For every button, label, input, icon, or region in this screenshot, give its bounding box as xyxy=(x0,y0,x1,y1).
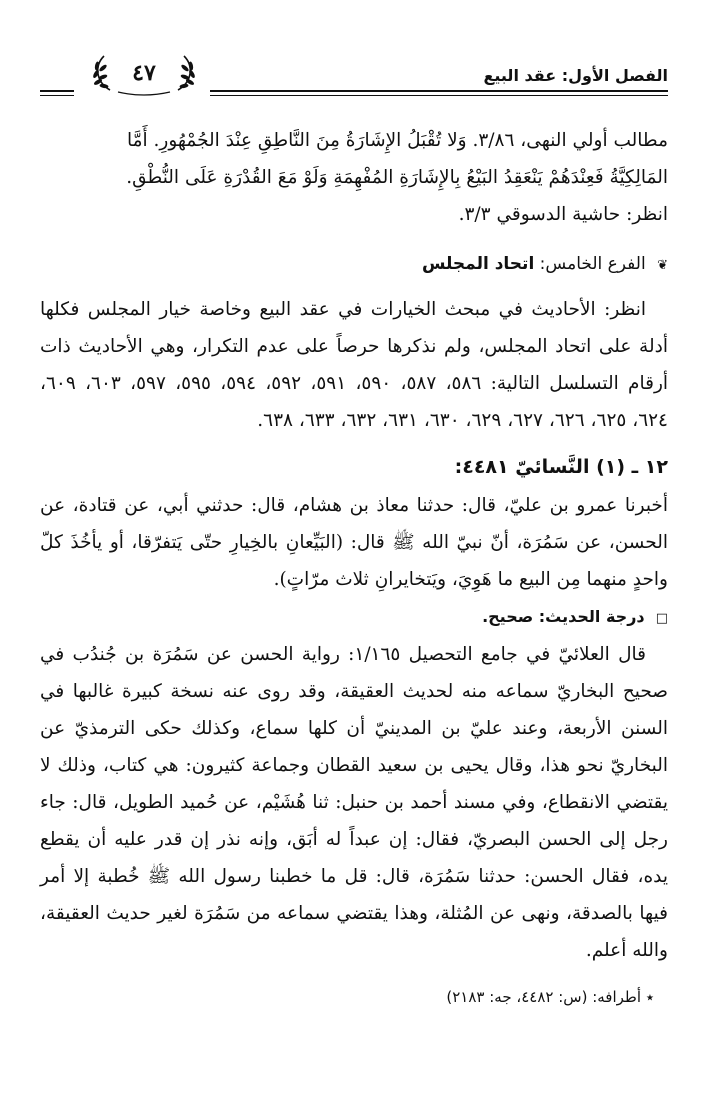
chapter-title: الفصل الأول: عقد البيع xyxy=(483,66,668,85)
running-header xyxy=(40,52,668,112)
footnote-text: أطرافه: (س: ٤٤٨٢، جه: ٢١٨٣) xyxy=(446,988,642,1006)
section-title: اتحاد المجلس xyxy=(421,254,535,274)
header-rule-left-top xyxy=(40,90,74,92)
section-paragraph: انظر: الأحاديث في مبحث الخيارات في عقد البيع وخاصة خيار المجلس فكلها أدلة على اتحاد المجلس، ولم نذكرها حرصاً على عدم التكرار، وهي الأحاديث ذات أرقام التسلسل التالية: ٥٨٦، ٥٨٧، ٥٩٠، ٥٩١، ٥٩٢، ٥٩٤، ٥٩٥، ٥٩٧، ٦٠٣، ٦٠٩، ٦٢٤، ٦٢٥، ٦٢٦، ٦٢٧، ٦٢٩، ٦٣٠، ٦٣١، ٦٣٢، ٦٣٣، ٦٣٨. xyxy=(40,299,669,431)
ornament-bullet-icon: ❦ xyxy=(657,258,668,273)
hadith-text: أخبرنا عمرو بن عليّ، قال: حدثنا معاذ بن هشام، قال: حدثني أبي، عن قتادة، عن الحسن، عن سَمُرَة، أنّ نبيّ الله ﷺ قال: (البَيِّعانِ بالخِيارِ حتّى يَتفرّقا، أو يأخُذَ كلّ واحدٍ منهما مِن البيع ما هَوِيَ، ويَتخايرانِ ثلاث مرّاتٍ). xyxy=(40,495,668,590)
header-rule-bottom xyxy=(210,95,668,96)
section-label: الفرع الخامس: xyxy=(534,254,646,274)
header-rule-left-bottom xyxy=(40,95,74,96)
page xyxy=(40,52,668,1011)
hadith-grade xyxy=(40,602,668,634)
intro-paragraph xyxy=(40,122,668,233)
section-heading xyxy=(40,249,668,281)
footnote-marker: ٭ xyxy=(645,988,654,1006)
grade-label: درجة الحديث: xyxy=(533,607,645,626)
square-bullet-icon: □ xyxy=(655,611,668,626)
intro-line-1: مطالب أولي النهى، ٣/٨٦. وَلا تُقْبَلُ الإِشَارَةُ مِنَ النَّاطِقِ عِنْدَ الجُمْهُورِ. أَمَّا xyxy=(126,130,668,151)
intro-line-3: انظر: حاشية الدسوقي ٣/٣. xyxy=(458,204,668,225)
hadith-heading: ١٢ ـ (١) النَّسائيّ ٤٤٨١: xyxy=(454,456,668,478)
page-number-badge xyxy=(88,52,200,94)
grade-value: صحيح. xyxy=(482,607,534,626)
footnote xyxy=(40,983,668,1011)
hadith-commentary: قال العلائيّ في جامع التحصيل ١/١٦٥: رواية الحسن عن سَمُرَة بن جُندُب في صحيح البخاريّ سماعه منه لحديث العقيقة، وقد روى عنه نسخة كبيرة غالبها في السنن الأربعة، وعند عليّ بن المدينيّ أن كلها سماع، وكذلك حكى الترمذيّ عن البخاريّ نحو هذا، وقال يحيى بن سعيد القطان وجماعة كثيرون: هي كتاب، وذلك لا يقتضي الانقطاع، وفي مسند أحمد بن حنبل: ثنا هُشَيْم، عن حُميد الطويل، قال: جاء رجل إلى الحسن البصريّ، فقال: إن عبداً له أبَق، وإنه نذر إن قدر عليه أن يقطع يده، فقال الحسن: حدثنا سَمُرَة، قال: قل ما خطبنا رسول الله ﷺ خُطبة إلا أمر فيها بالصدقة، ونهى عن المُثلة، وهذا يقتضي سماعه من سَمُرَة لغير حديث العقيقة، والله أعلم. xyxy=(40,644,668,961)
header-rule-top xyxy=(210,90,668,92)
page-number: ٤٧ xyxy=(132,60,156,86)
intro-line-2: المَالِكِيَّةُ فَعِنْدَهُمْ يَنْعَقِدُ البَيْعُ بِالإِشَارَةِ المُفْهِمَةِ وَلَوْ مَعَ القُدْرَةِ عَلَى النُّطْقِ. xyxy=(126,167,668,188)
